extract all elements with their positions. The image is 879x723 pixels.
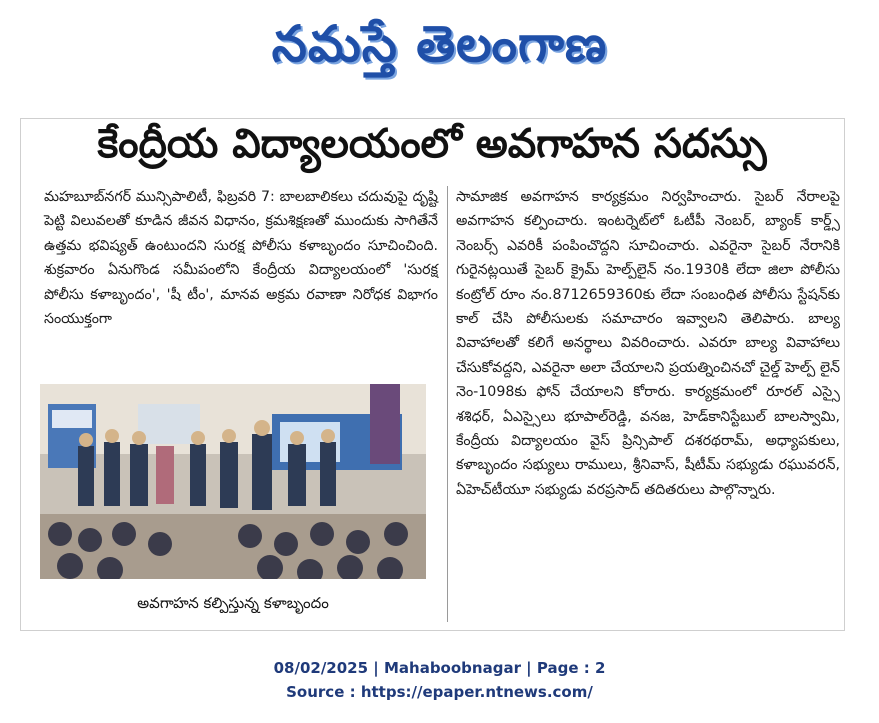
article-body-left: [44, 185, 438, 331]
frame-border-bottom: [20, 630, 845, 631]
article-headline: కేంద్రీయ విద్యాలయంలో అవగాహన సదస్సు: [97, 121, 767, 167]
masthead: [0, 0, 879, 100]
right-column-text: సామాజిక అవగాహన కార్యక్రమం నిర్వహించారు. సైబర్ నేరాలపై అవగాహన కల్పించారు. ఇంటర్నెట్‌లో ఓటీపీ నెంబర్, బ్యాంక్ కార్డ్స్ నెంబర్స్ ఎవరికీ పంపించొద్దని సూచించారు. ఎవరైనా సైబర్ నేరానికి గురైనట్లయితే సైబర్ క్రైమ్ హెల్ప్‌లైన్ నం.1930కి లేదా జిలా పోలీసు కంట్రోల్ రూం నం.8712659360కు లేదా సంబంధిత పోలీసు స్టేషన్‌కు కాల్ చేసి పోలీసులకు సమాచారం ఇవ్వాలని తెలిపారు. బాల్య వివాహాలతో కలిగే అనర్థాలు వివరించారు. ఎవరూ బాల్య వివాహాలు చేసుకోవద్దని, ఎవరైనా అలా చేయాలని ప్రయత్నించినచో చైల్డ్ హెల్ప్ లైన్ నెం-1098కు ఫోన్ చేయాలని కోరారు. కార్యక్రమంలో రూరల్ ఎస్సై శశిధర్, ఏఎస్సైలు భూపాల్‌రెడ్డి, వనజ, హెడ్‌కానిస్టేబుల్ బాలస్వామి, కేంద్రీయ విద్యాలయం వైస్ ప్రిన్సిపాల్ దశరథరామ్, అధ్యాపకులు, కళాబృందం సభ్యులు రాములు, శ్రీనివాస్, షీటీమ్ సభ్యుడు రఘువరన్, ఏహెచ్‌టీయూ సభ్యుడు వరప్రసాద్ తదితరులు పాల్గొన్నారు.: [456, 189, 840, 498]
page-footer: [0, 656, 879, 704]
article-photo: [40, 384, 426, 579]
source-link[interactable]: Source : https://epaper.ntnews.com/: [286, 683, 593, 701]
frame-border-left: [20, 118, 21, 630]
event-photo-illustration: [40, 384, 426, 579]
newspaper-logo: నమస్తే తెలంగాణ: [271, 14, 608, 73]
edition-info: 08/02/2025 | Mahaboobnagar | Page : 2: [273, 659, 606, 677]
column-divider: [447, 186, 448, 622]
article-body-right: [456, 185, 840, 502]
frame-border-top: [20, 118, 845, 119]
left-column-text: మహబూబ్‌నగర్ మున్సిపాలిటీ, ఫిబ్రవరి 7: బాలబాలికలు చదువుపై దృష్టి పెట్టి విలువలతో కూడిన జీవన విధానం, క్రమశిక్షణతో ముందుకు సాగితేనే ఉత్తమ భవిష్యత్ ఉంటుందని సురక్ష పోలీసు కళాబృందం సూచించింది. శుక్రవారం ఏనుగొండ సమీపంలోని కేంద్రీయ విద్యాలయంలో 'సురక్ష పోలీసు కళాబృందం', 'షీ టీం', మానవ అక్రమ రవాణా నిరోధక విభాగం సంయుక్తంగా: [44, 189, 438, 328]
photo-caption: అవగాహన కల్పిస్తున్న కళాబృందం: [137, 594, 329, 612]
frame-border-right: [844, 118, 845, 630]
